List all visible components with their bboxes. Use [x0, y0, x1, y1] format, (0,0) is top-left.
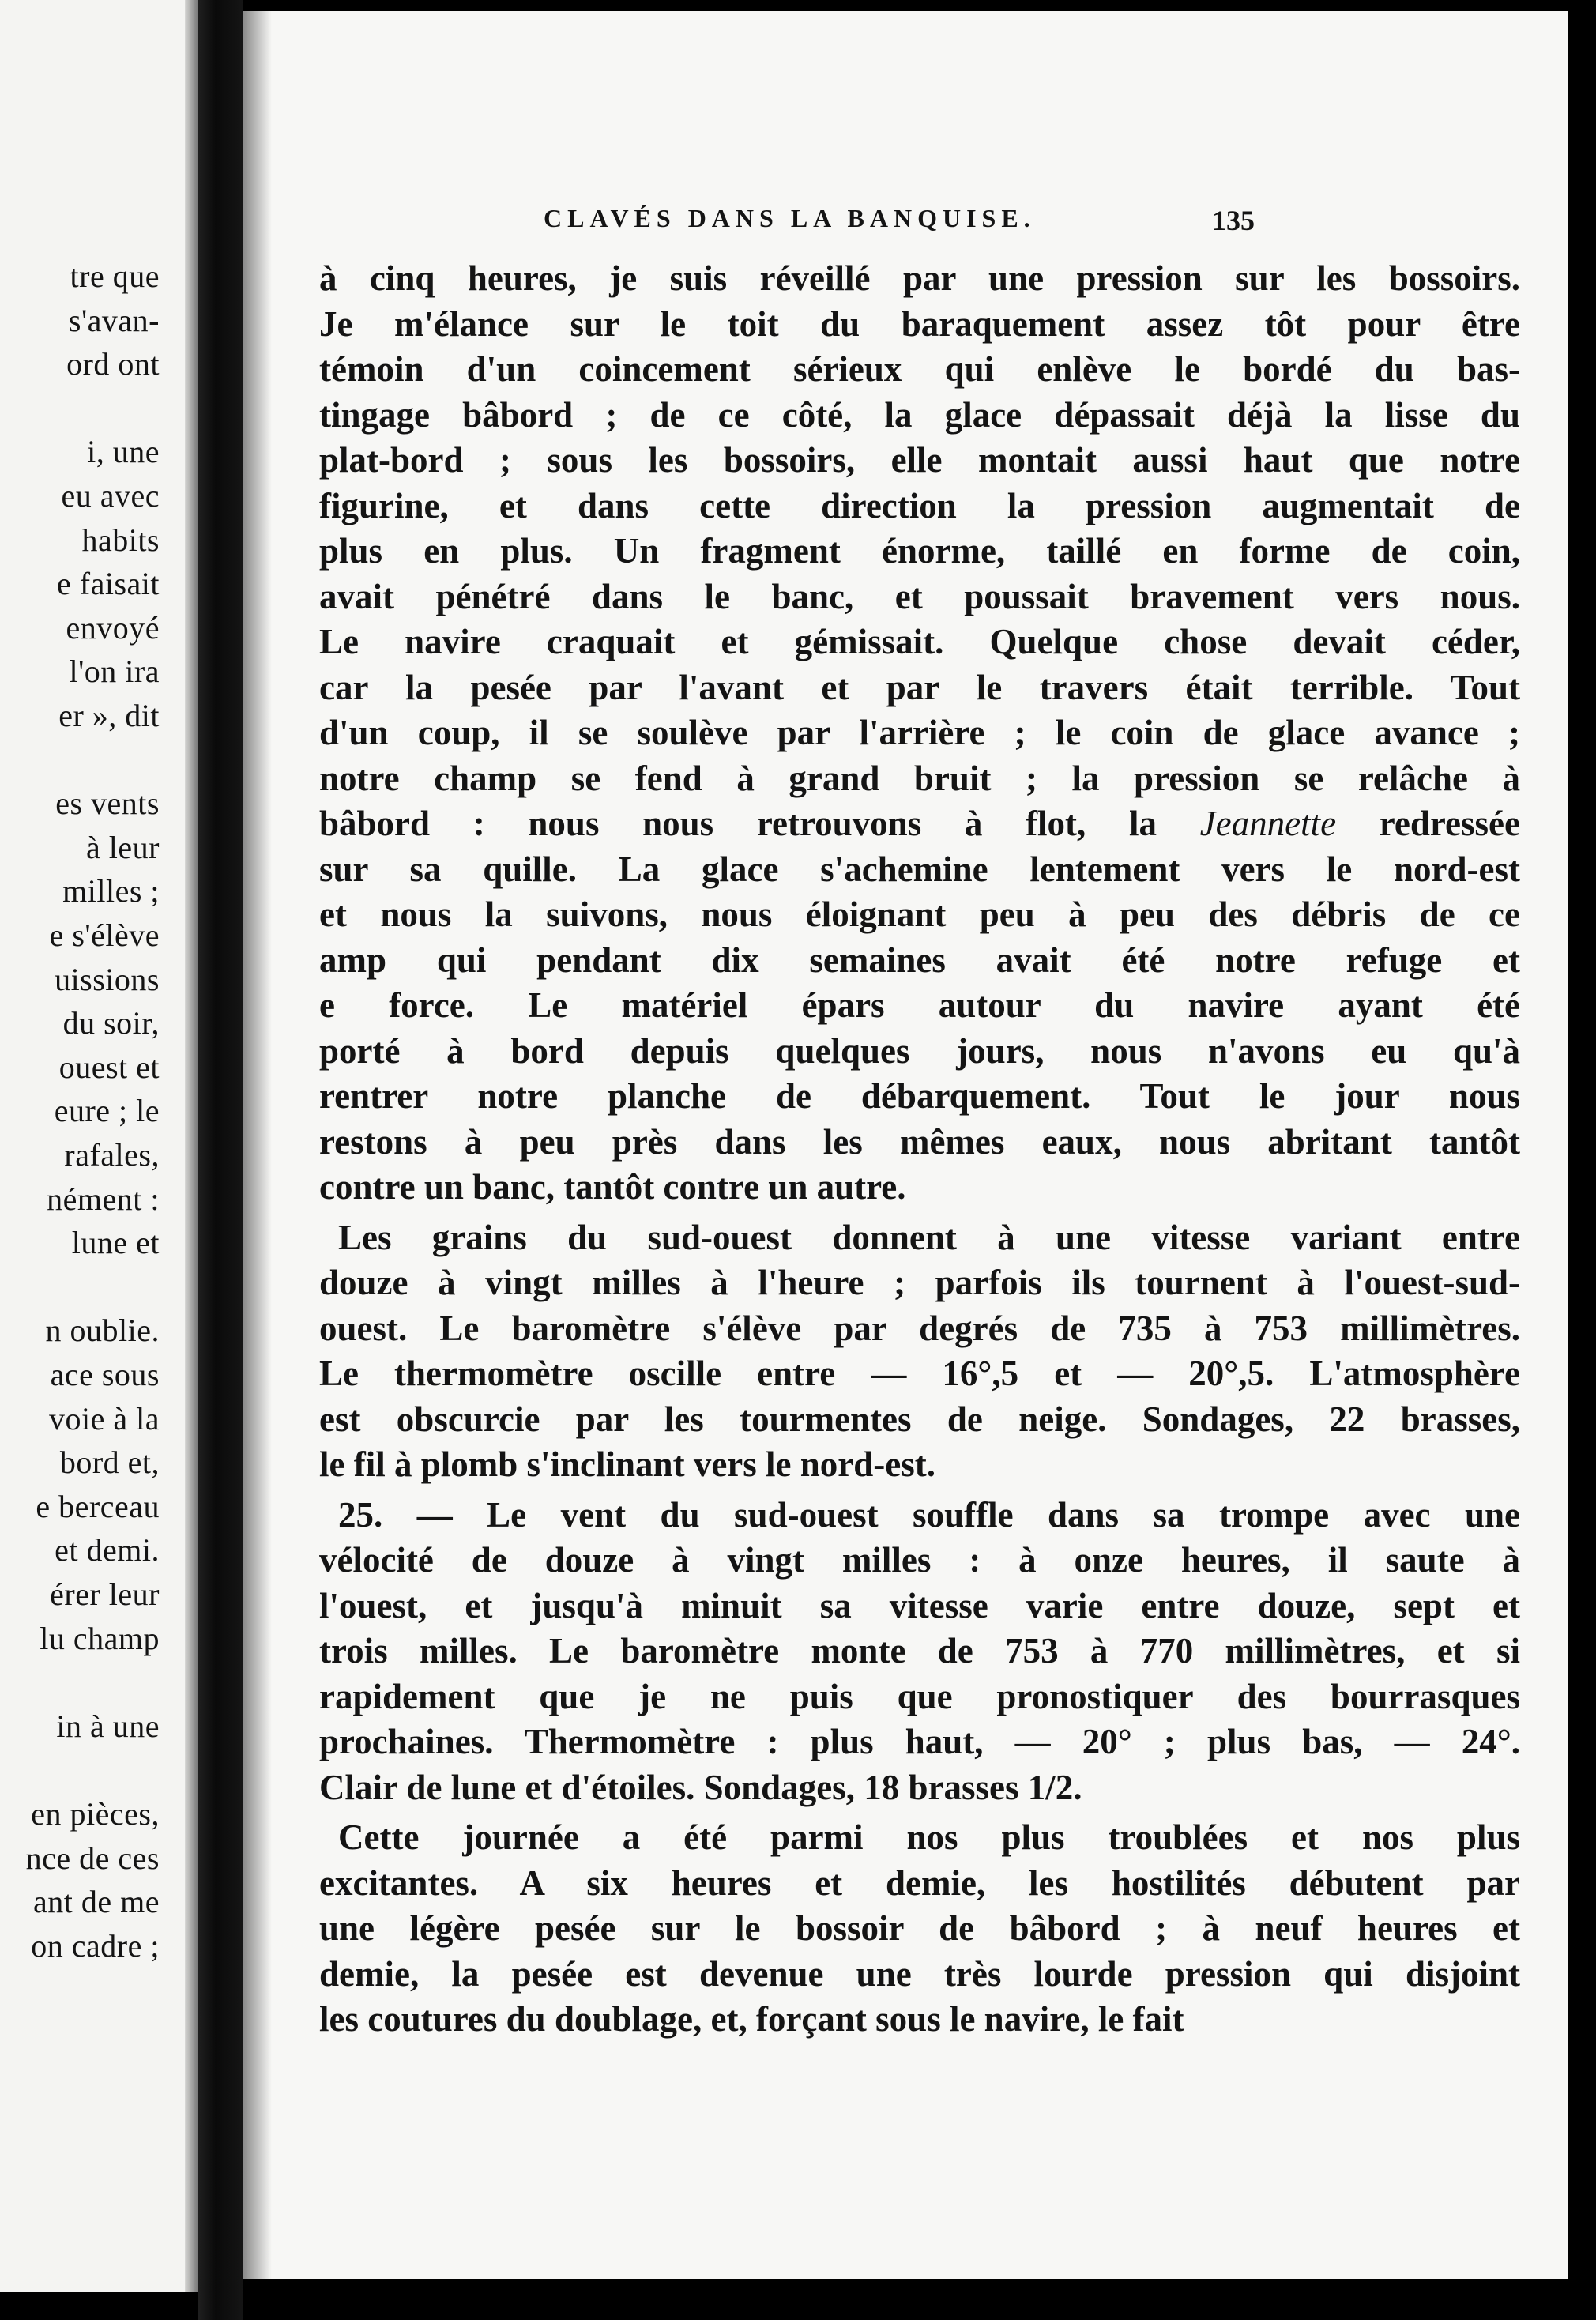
left-page-line: i, une	[87, 434, 160, 470]
left-page-line: nément :	[47, 1181, 160, 1217]
ship-name: Jeannette	[1199, 804, 1337, 843]
left-page-line: ace sous	[50, 1357, 160, 1392]
left-page-line: on cadre ;	[31, 1927, 160, 1964]
text-line: le fil à plomb s'inclinant vers le nord-est.	[319, 1444, 935, 1484]
running-title: CLAVÉS DANS LA BANQUISE.	[544, 204, 1036, 232]
text-line: d'un coup, il se soulève par l'arrière ; le coin de glace avance ;	[319, 713, 1520, 752]
left-page-fragment	[0, 0, 198, 2292]
page-edge-shadow	[243, 11, 272, 2279]
left-page-line: e faisait	[57, 566, 160, 602]
text-line: trois milles. Le baromètre monte de 753 à 770 millimètres, et si	[319, 1631, 1520, 1670]
left-page-line: érer leur	[50, 1576, 160, 1612]
left-page-gutter	[185, 0, 198, 2292]
left-page-line: habits	[81, 522, 160, 558]
left-page-line: lu champ	[40, 1620, 160, 1656]
left-page-line: eu avec	[61, 478, 160, 514]
text-line: bâbord : nous nous retrouvons à flot, la Jeannette redressée	[319, 804, 1521, 843]
text-line: les coutures du doublage, et, forçant sous le navire, le fait	[319, 1999, 1184, 2039]
left-page-line: bord et,	[59, 1444, 160, 1481]
text-line: demie, la pesée est devenue une très lourde pression qui disjoint	[319, 1953, 1520, 1994]
left-page-line: s'avan-	[68, 302, 160, 338]
text-line: restons à peu près dans les mêmes eaux, nous abritant tantôt	[319, 1121, 1520, 1162]
left-page-line: er », dit	[58, 698, 160, 733]
text-line: plus en plus. Un fragment énorme, taillé en forme de coin,	[319, 531, 1520, 571]
left-page-line: nce de ces	[25, 1840, 160, 1876]
text-line: e force. Le matériel épars autour du navire ayant été	[319, 985, 1520, 1025]
text-line: et nous la suivons, nous éloignant peu à peu des débris de ce	[319, 894, 1520, 934]
left-page-line: et demi.	[55, 1532, 160, 1569]
left-page-line: n oublie.	[45, 1313, 160, 1349]
text-line: porté à bord depuis quelques jours, nous n'avons eu qu'à	[319, 1030, 1520, 1071]
left-page-line: en pièces,	[31, 1796, 160, 1832]
text-line: contre un banc, tantôt contre un autre.	[319, 1167, 906, 1207]
left-page-line: ant de me	[33, 1884, 160, 1920]
text-line: prochaines. Thermomètre : plus haut, — 20° ; plus bas, — 24°.	[319, 1722, 1520, 1761]
text-line: vélocité de douze à vingt milles : à onze heures, il saute à	[319, 1540, 1520, 1580]
text-line: 25. — Le vent du sud-ouest souffle dans sa trompe avec une	[338, 1494, 1520, 1535]
left-page-line: du soir,	[62, 1005, 160, 1041]
left-page-line: envoyé	[66, 609, 160, 646]
left-page-line: tre que	[70, 258, 160, 294]
text-line: rentrer notre planche de débarquement. Tout le jour nous	[319, 1076, 1520, 1116]
text-line: Je m'élance sur le toit du baraquement assez tôt pour être	[319, 303, 1520, 344]
text-line: Cette journée a été parmi nos plus troublées et nos plus	[338, 1817, 1520, 1857]
left-page-line: ord ont	[66, 346, 160, 382]
text-line: Le thermomètre oscille entre — 16°,5 et — 20°,5. L'atmosphère	[319, 1354, 1520, 1393]
left-page-line: eure ; le	[54, 1093, 160, 1129]
text-line: tingage bâbord ; de ce côté, la glace dépassait déjà la lisse du	[319, 394, 1520, 435]
book-spine	[198, 0, 243, 2320]
left-page-line: lune et	[71, 1225, 160, 1261]
running-head	[243, 198, 1568, 245]
left-page-line: in à une	[56, 1708, 160, 1744]
left-page-line: ouest et	[58, 1049, 160, 1085]
text-line: témoin d'un coincement sérieux qui enlève le bordé du bas-	[319, 349, 1520, 389]
text-line: excitantes. A six heures et demie, les hostilités débutent par	[319, 1862, 1520, 1903]
text-line: car la pesée par l'avant et par le travers était terrible. Tout	[319, 667, 1520, 707]
left-page-line: es vents	[55, 785, 160, 822]
text-line: une légère pesée sur le bossoir de bâbord ; à neuf heures et	[319, 1908, 1520, 1948]
text-line: sur sa quille. La glace s'achemine lentement vers le nord-est	[319, 849, 1520, 889]
text-line: à cinq heures, je suis réveillé par une pression sur les bossoirs.	[319, 258, 1520, 298]
text-line: est obscurcie par les tourmentes de neige. Sondages, 22 brasses,	[319, 1399, 1520, 1439]
text-line: figurine, et dans cette direction la pression augmentait de	[319, 485, 1520, 525]
left-page-line: rafales,	[64, 1137, 160, 1173]
left-page-line: uissions	[55, 961, 160, 997]
text-line: ouest. Le baromètre s'élève par degrés de 735 à 753 millimètres.	[319, 1308, 1520, 1348]
page-number: 135	[1212, 205, 1255, 236]
text-line: Le navire craquait et gémissait. Quelque chose devait céder,	[319, 622, 1520, 661]
left-page-line: milles ;	[62, 873, 160, 910]
text-line: rapidement que je ne puis que pronostiquer des bourrasques	[319, 1676, 1520, 1716]
left-page-line: à leur	[86, 829, 160, 865]
text-line: Clair de lune et d'étoiles. Sondages, 18 brasses 1/2.	[319, 1767, 1082, 1807]
left-page-line: l'on ira	[69, 653, 160, 690]
text-line: notre champ se fend à grand bruit ; la pression se relâche à	[319, 758, 1520, 798]
right-page	[243, 11, 1568, 2279]
text-line: douze à vingt milles à l'heure ; parfois ils tournent à l'ouest-sud-	[319, 1263, 1520, 1302]
text-line: avait pénétré dans le banc, et poussait bravement vers nous.	[319, 576, 1520, 616]
text-line: l'ouest, et jusqu'à minuit sa vitesse varie entre douze, sept et	[319, 1585, 1520, 1625]
text-line: amp qui pendant dix semaines avait été notre refuge et	[319, 940, 1520, 980]
left-page-line: e s'élève	[49, 917, 160, 953]
text-line: plat-bord ; sous les bossoirs, elle montait aussi haut que notre	[319, 440, 1520, 480]
text-line: Les grains du sud-ouest donnent à une vitesse variant entre	[338, 1217, 1520, 1257]
left-page-line: e berceau	[36, 1488, 160, 1524]
left-page-line: voie à la	[49, 1400, 160, 1437]
